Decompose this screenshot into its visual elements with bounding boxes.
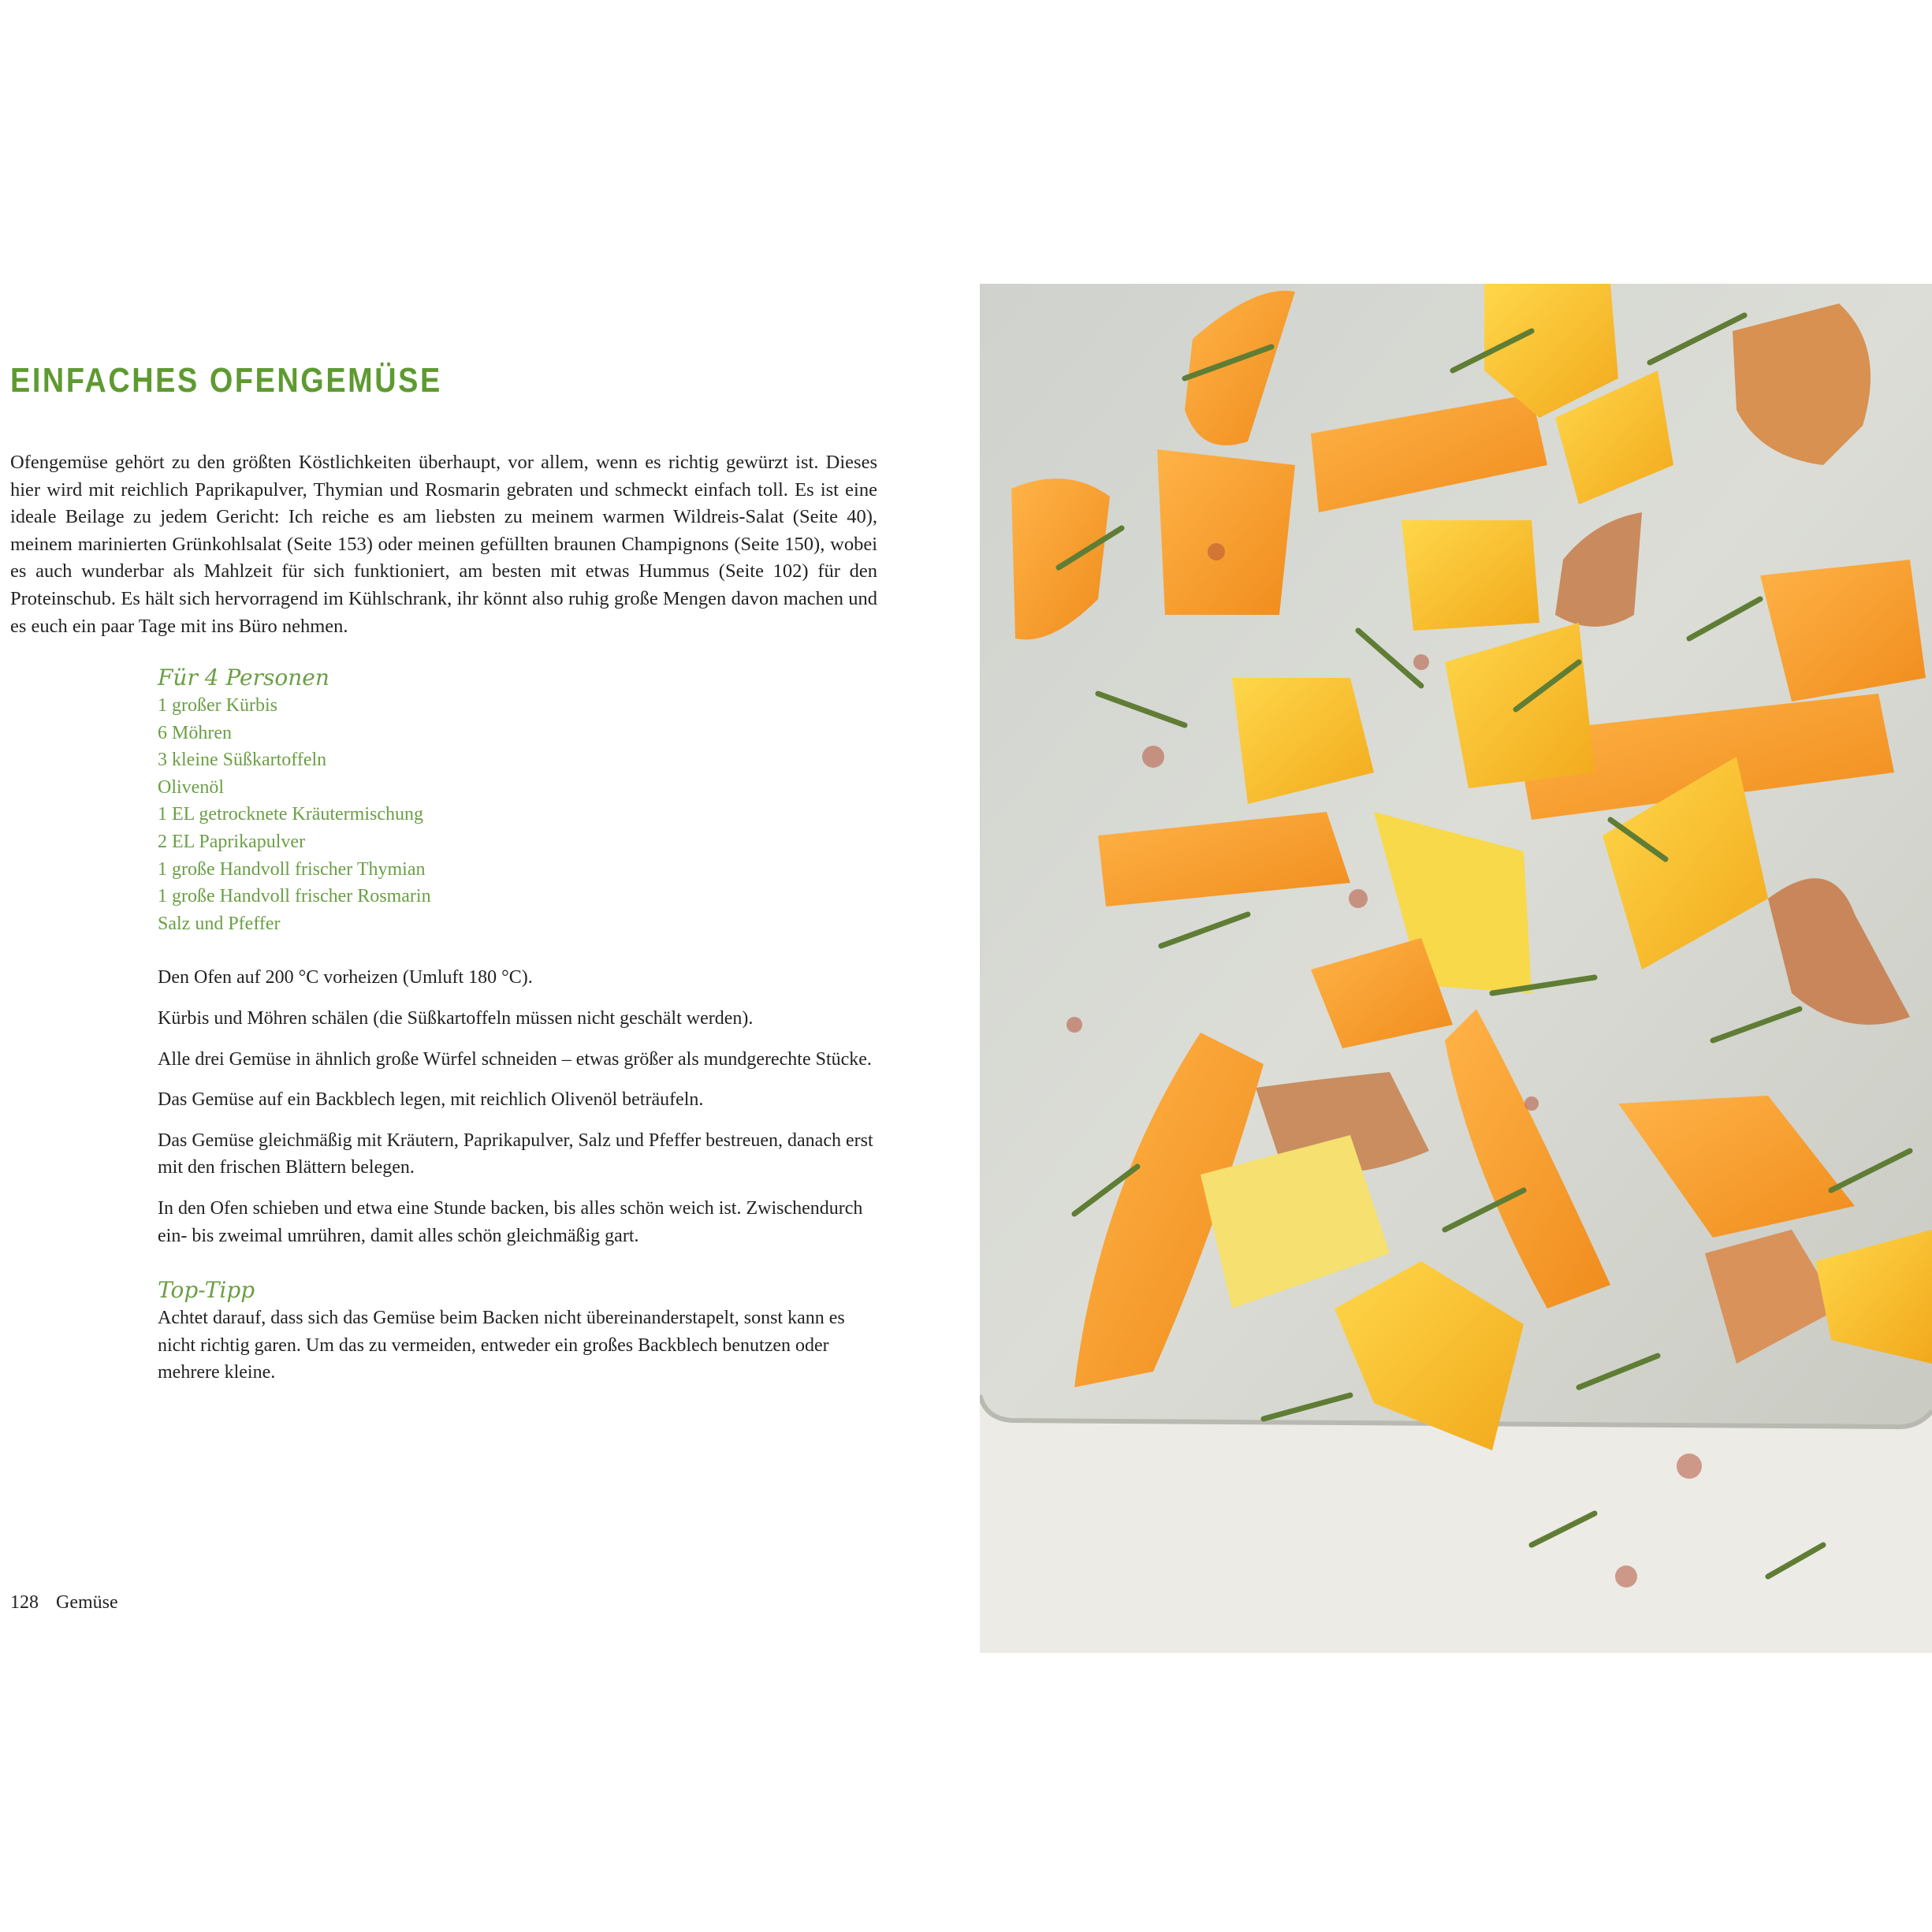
page-number: 128 — [10, 1592, 39, 1613]
vegetable-photo — [980, 284, 1932, 1653]
method-step: Das Gemüse gleichmäßig mit Kräutern, Paprikapulver, Salz und Pfeffer bestreuen, danach erst mit den frischen Blättern belegen. — [158, 1130, 873, 1178]
ingredient-item: 2 EL Paprikapulver — [158, 831, 306, 852]
recipe-intro — [10, 449, 877, 640]
method-step: Kürbis und Möhren schälen (die Süßkartoffeln müssen nicht geschält werden). — [158, 1007, 754, 1029]
method-step: Das Gemüse auf ein Backblech legen, mit reichlich Olivenöl beträufeln. — [158, 1089, 704, 1111]
ingredient-item: 1 großer Kürbis — [158, 695, 277, 716]
ingredient-list — [158, 692, 883, 937]
ingredient-item: 1 EL getrocknete Kräutermischung — [158, 804, 423, 825]
intro-paragraph: Ofengemüse gehört zu den größten Köstlichkeiten überhaupt, vor allem, wenn es richtig gewürzt ist. Dieses hier wird mit reichlich Paprikapulver, Thymian und Rosmarin gebraten und schmeckt einfach toll. Es ist eine ideale Beilage zu jedem Gericht: Ich reiche es am liebsten zu meinem warmen Wildreis-Salat (Seite 40), meinem marinierten Grünkohlsalat (Seite 153) oder meinen gefüllten braunen Champignons (Seite 150), wobei es auch wunderbar als Mahlzeit für sich funktioniert, am besten mit etwas Hummus (Seite 102) für den Proteinschub. Es hält sich hervorragend im Kühlschrank, ihr könnt also ruhig große Mengen davon machen und es euch ein paar Tage mit ins Büro nehmen. — [10, 452, 877, 637]
vegetable-photo-illustration — [980, 284, 1932, 1653]
servings-heading: Für 4 Personen — [158, 664, 329, 691]
ingredient-item: 1 große Handvoll frischer Thymian — [158, 858, 426, 880]
section-name: Gemüse — [56, 1592, 118, 1613]
page-footer — [10, 1591, 118, 1614]
recipe-title: EINFACHES OFENGEMÜSE — [10, 361, 442, 400]
method-step: In den Ofen schieben und etwa eine Stunde backen, bis alles schön weich ist. Zwischendurch ein- bis zweimal umrühren, damit alles schön gleichmäßig gart. — [158, 1197, 863, 1246]
method-step: Den Ofen auf 200 °C vorheizen (Umluft 180 °C). — [158, 967, 533, 988]
tip-heading: Top-Tipp — [158, 1277, 255, 1304]
method-steps — [158, 964, 883, 1249]
ingredient-item: 6 Möhren — [158, 722, 232, 743]
ingredient-item: 3 kleine Süßkartoffeln — [158, 750, 327, 771]
ingredient-item: Salz und Pfeffer — [158, 913, 281, 934]
ingredient-item: Olivenöl — [158, 776, 224, 798]
recipe-body — [158, 664, 883, 1387]
method-step: Alle drei Gemüse in ähnlich große Würfel schneiden – etwas größer als mundgerechte Stücke. — [158, 1048, 872, 1070]
ingredient-item: 1 große Handvoll frischer Rosmarin — [158, 886, 431, 907]
tip-text: Achtet darauf, dass sich das Gemüse beim Backen nicht übereinanderstapelt, sonst kann es nicht richtig garen. Um das zu vermeiden, entweder ein großes Backblech benutzen oder mehrere kleine. — [158, 1308, 845, 1383]
